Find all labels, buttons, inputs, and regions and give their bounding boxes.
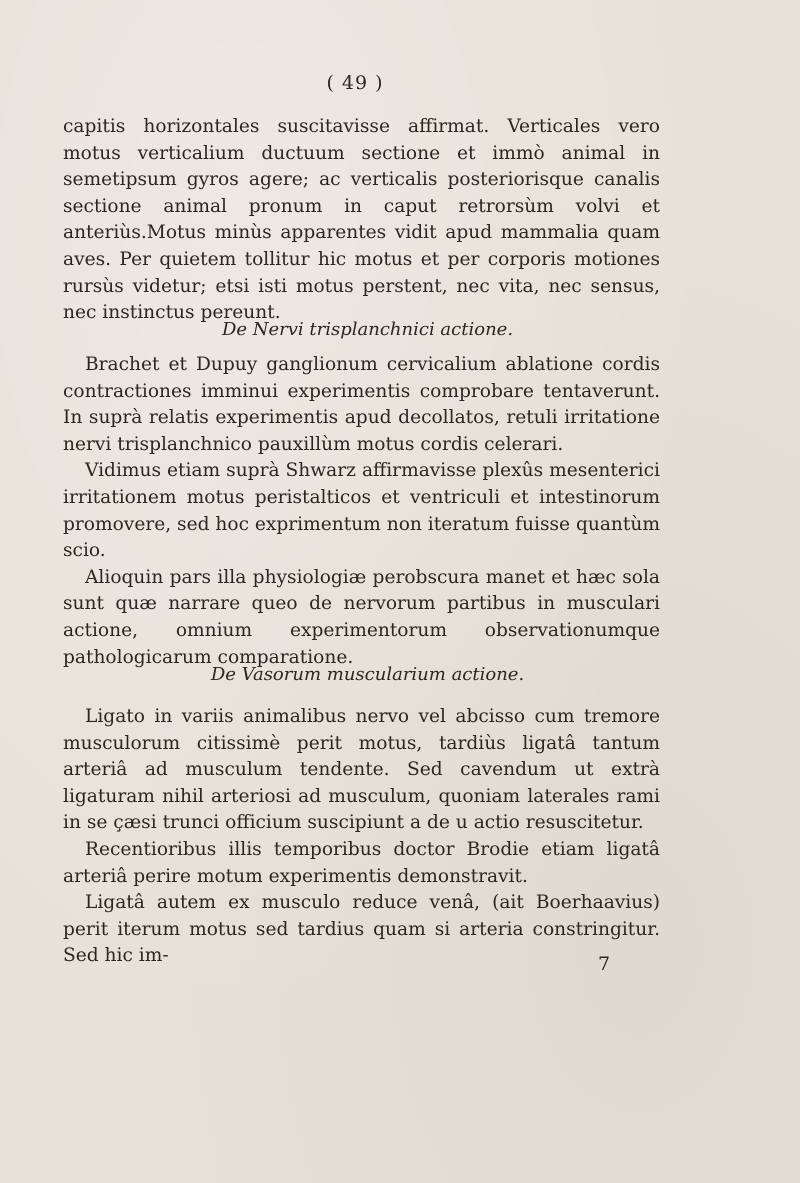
paragraph: Recentioribus illis temporibus doctor Brodie etiam ligatâ arteriâ perire motum experimentis demonstravit. bbox=[63, 838, 660, 887]
signature-mark: 7 bbox=[598, 953, 611, 975]
section-heading-nervi: De Nervi trisplanchnici actione. bbox=[221, 319, 514, 340]
paragraph: Vidimus etiam suprà Shwarz affirmavisse plexûs mesenterici irritationem motus peristalticos et ventriculi et intestinorum promovere, sed hoc exprimentum non iteratum fuisse quantùm scio. bbox=[63, 460, 660, 562]
paragraph: Brachet et Dupuy ganglionum cervicalium ablatione cordis contractiones imminui experimentis comprobare tentaverunt. In suprà relatis experimentis apud decollatos, retuli irritatione nervi trisplanchnico pauxillùm motus cordis celerari. bbox=[63, 354, 660, 455]
paragraph: Ligato in variis animalibus nervo vel abcisso cum tremore musculorum citissimè perit motus, tardiùs ligatâ tantum arteriâ ad musculum tendente. Sed cavendum ut extrà ligaturam nihil arteriosi ad musculum, quoniam laterales rami in se çæsi trunci officium suscipiunt a de u actio resuscitetur. bbox=[63, 706, 660, 834]
paragraph: Ligatâ autem ex musculo reduce venâ, (ait Boerhaavius) perit iterum motus sed tardius quam si arteria constringitur. Sed hic im- bbox=[63, 892, 660, 967]
paragraph: Alioquin pars illa physiologiæ perobscura manet et hæc sola sunt quæ narrare queo de nervorum partibus in musculari actione, omnium experimentorum observationumque pathologicarum comparatione. bbox=[63, 566, 660, 668]
text-block-nervi bbox=[63, 352, 660, 671]
paragraph: capitis horizontales suscitavisse affirmat. Verticales vero motus verticalium ductuum sectione et immò animal in semetipsum gyros agere; ac verticalis posteriorisque canalis sectione animal pronum in caput retrorsùm volvi et anteriùs.Motus minùs apparentes vidit apud mammalia quam aves. Per quietem tollitur hic motus et per corporis motiones rursùs videtur; etsi isti motus perstent, nec vita, nec sensus, nec instinctus pereunt. bbox=[63, 116, 660, 324]
text-block-vasorum bbox=[63, 704, 660, 970]
text-block-opening bbox=[63, 114, 660, 327]
page-number: ( 49 ) bbox=[326, 72, 384, 94]
section-heading-vasorum: De Vasorum muscularium actione. bbox=[210, 664, 525, 685]
